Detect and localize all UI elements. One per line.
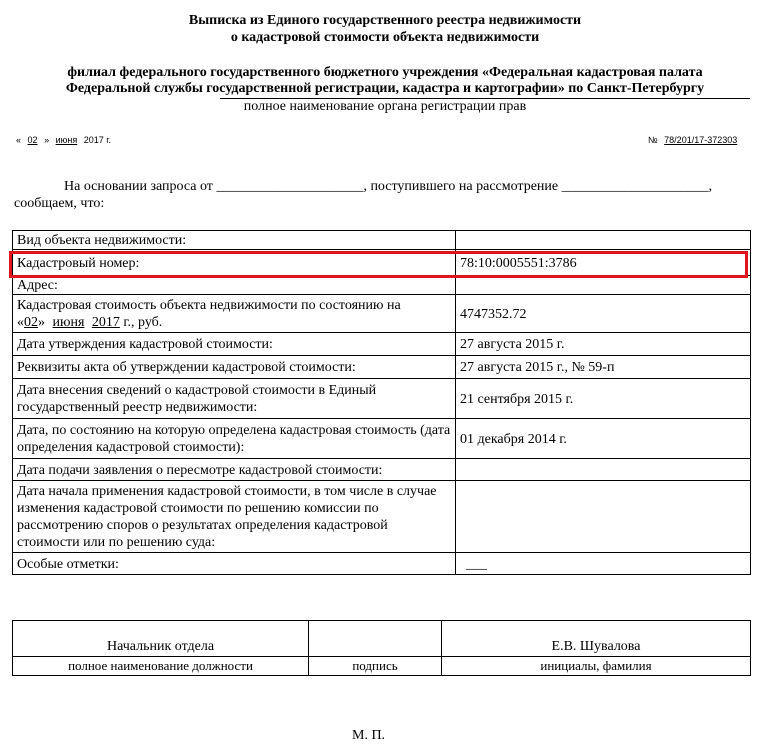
table-row	[13, 231, 751, 250]
table-row	[13, 459, 751, 481]
table-row	[13, 419, 751, 459]
row-value: 27 августа 2015 г., № 59-п	[456, 356, 751, 379]
row-label: Дата начала применения кадастровой стоимости, в том числе в случае изменения кадастровой стоимости по решению комиссии по рассмотрению споров о результатах определения кадастровой стоимости или по решению суда:	[13, 481, 456, 553]
caption-position: полное наименование должности	[13, 657, 309, 676]
signature-table	[12, 620, 751, 676]
value-date-suffix: г., руб.	[123, 315, 163, 330]
intro-line-1	[64, 179, 712, 195]
value-date-year: 2017	[91, 315, 120, 330]
row-label: Вид объекта недвижимости:	[13, 231, 456, 250]
document-title-line-1: Выписка из Единого государственного реестра недвижимости	[188, 13, 582, 28]
number-value: 78/201/17-372303	[664, 135, 738, 145]
signature-name: Е.В. Шувалова	[442, 621, 751, 657]
value-date-day: 02	[24, 315, 38, 330]
organization-line-2: Федеральной службы государственной регистрации, кадастра и картографии» по Санкт-Петербургу	[65, 81, 705, 96]
value-date-close-quote: »	[38, 315, 45, 330]
row-label: Особые отметки:	[13, 553, 456, 575]
organization-caption: полное наименование органа регистрации прав	[243, 99, 527, 114]
table-row	[13, 481, 751, 553]
table-row	[13, 276, 751, 295]
intro-text-c: ,	[708, 179, 713, 194]
document-number	[648, 135, 737, 145]
row-label: Дата, по состоянию на которую определена кадастровая стоимость (дата определения кадастровой стоимости):	[13, 419, 456, 459]
row-value	[456, 459, 751, 481]
table-row	[13, 295, 751, 333]
date-year: 2017	[83, 135, 104, 145]
row-value	[456, 481, 751, 553]
table-row	[13, 379, 751, 419]
stamp-place: М. П.	[352, 728, 386, 743]
row-label: Дата утверждения кадастровой стоимости:	[13, 333, 456, 356]
number-label: №	[648, 135, 658, 145]
caption-name: инициалы, фамилия	[442, 657, 751, 676]
value-date-line	[17, 314, 451, 331]
value-date-open-quote: «	[17, 315, 24, 330]
row-label: Реквизиты акта об утверждении кадастровой стоимости:	[13, 356, 456, 379]
intro-line-2: сообщаем, что:	[14, 196, 105, 211]
signature-field	[309, 621, 442, 657]
row-label: Кадастровый номер:	[13, 250, 456, 276]
row-label: Дата внесения сведений о кадастровой стоимости в Единый государственный реестр недвижимости:	[13, 379, 456, 419]
received-blank: _____________________	[561, 179, 709, 194]
cadastral-value: 4747352.72	[456, 295, 751, 333]
row-value: 01 декабря 2014 г.	[456, 419, 751, 459]
date-close-quote: »	[44, 135, 50, 145]
caption-sign: подпись	[309, 657, 442, 676]
organization-line-1: филиал федерального государственного бюджетного учреждения «Федеральная кадастровая палата	[67, 65, 703, 80]
signature-position: Начальник отдела	[13, 621, 309, 657]
row-value: 27 августа 2015 г.	[456, 333, 751, 356]
date-month: июня	[55, 135, 78, 145]
table-row	[13, 553, 751, 575]
cadastral-info-table	[12, 230, 751, 575]
row-value: ___	[456, 553, 751, 575]
organization-underline	[220, 98, 750, 99]
cadastral-number-value: 78:10:0005551:3786	[456, 250, 751, 276]
document-date	[16, 135, 111, 145]
document-title-line-2: о кадастровой стоимости объекта недвижимости	[230, 30, 540, 45]
date-suffix: г.	[106, 135, 111, 145]
date-day: 02	[27, 135, 38, 145]
row-value	[456, 231, 751, 250]
row-value	[456, 276, 751, 295]
table-row	[13, 333, 751, 356]
intro-text-a: На основании запроса от	[64, 179, 213, 194]
cadastral-number-highlight	[9, 251, 748, 278]
row-label-cadastral-value	[13, 295, 456, 333]
row-label: Кадастровая стоимость объекта недвижимости по состоянию на	[17, 298, 401, 313]
date-open-quote: «	[16, 135, 22, 145]
row-label: Дата подачи заявления о пересмотре кадастровой стоимости:	[13, 459, 456, 481]
table-row	[13, 356, 751, 379]
value-date-month: июня	[52, 315, 85, 330]
row-label: Адрес:	[13, 276, 456, 295]
intro-text-b: , поступившего на рассмотрение	[363, 179, 559, 194]
row-value: 21 сентября 2015 г.	[456, 379, 751, 419]
request-blank: _____________________	[216, 179, 364, 194]
